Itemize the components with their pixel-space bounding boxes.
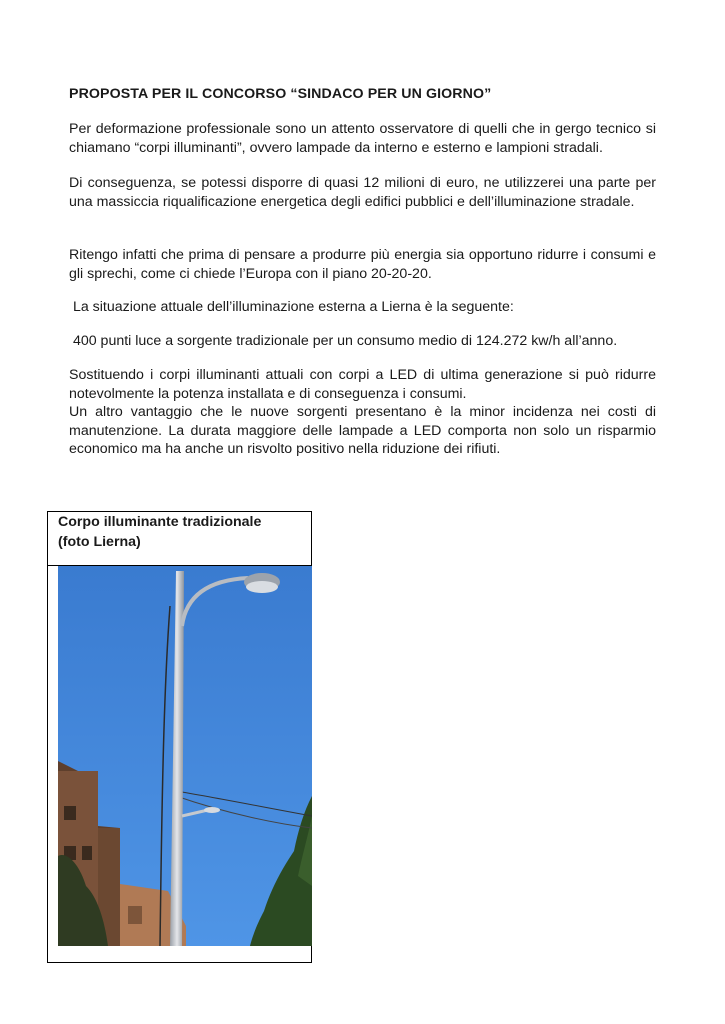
caption-line-1: Corpo illuminante tradizionale [58, 514, 262, 530]
caption-line-2: (foto Lierna) [58, 534, 141, 550]
paragraph-5: 400 punti luce a sorgente tradizionale per un consumo medio di 124.272 kw/h all’anno. [69, 333, 618, 349]
photo-caption [58, 512, 308, 552]
paragraph-1: Per deformazione professionale sono un attento osservatore di quelli che in gergo tecnico si chiamano “corpi illuminanti”, ovvero lampade da interno e esterno e lampioni stradali. [69, 121, 656, 156]
street-lamp-photo [58, 566, 312, 946]
paragraph-7: Un altro vantaggio che le nuove sorgenti presentano è la minor incidenza nei costi di manutenzione. La durata maggiore delle lampade a LED comporta non solo un risparmio economico ma ha anche un risvolto positivo nella riduzione dei rifiuti. [69, 404, 656, 457]
paragraph-4: La situazione attuale dell’illuminazione esterna a Lierna è la seguente: [69, 299, 514, 315]
paragraph-2: Di conseguenza, se potessi disporre di quasi 12 milioni di euro, ne utilizzerei una parte per una massiccia riqualificazione energetica degli edifici pubblici e dell’illuminazione stradale. [69, 175, 656, 210]
paragraph-6: Sostituendo i corpi illuminanti attuali con corpi a LED di ultima generazione si può ridurre notevolmente la potenza installata e di conseguenza i consumi. [69, 367, 656, 402]
document-title: PROPOSTA PER IL CONCORSO “SINDACO PER UN GIORNO” [69, 86, 492, 102]
paragraph-3: Ritengo infatti che prima di pensare a produrre più energia sia opportuno ridurre i consumi e gli sprechi, come ci chiede l’Europa con il piano 20-20-20. [69, 247, 656, 282]
